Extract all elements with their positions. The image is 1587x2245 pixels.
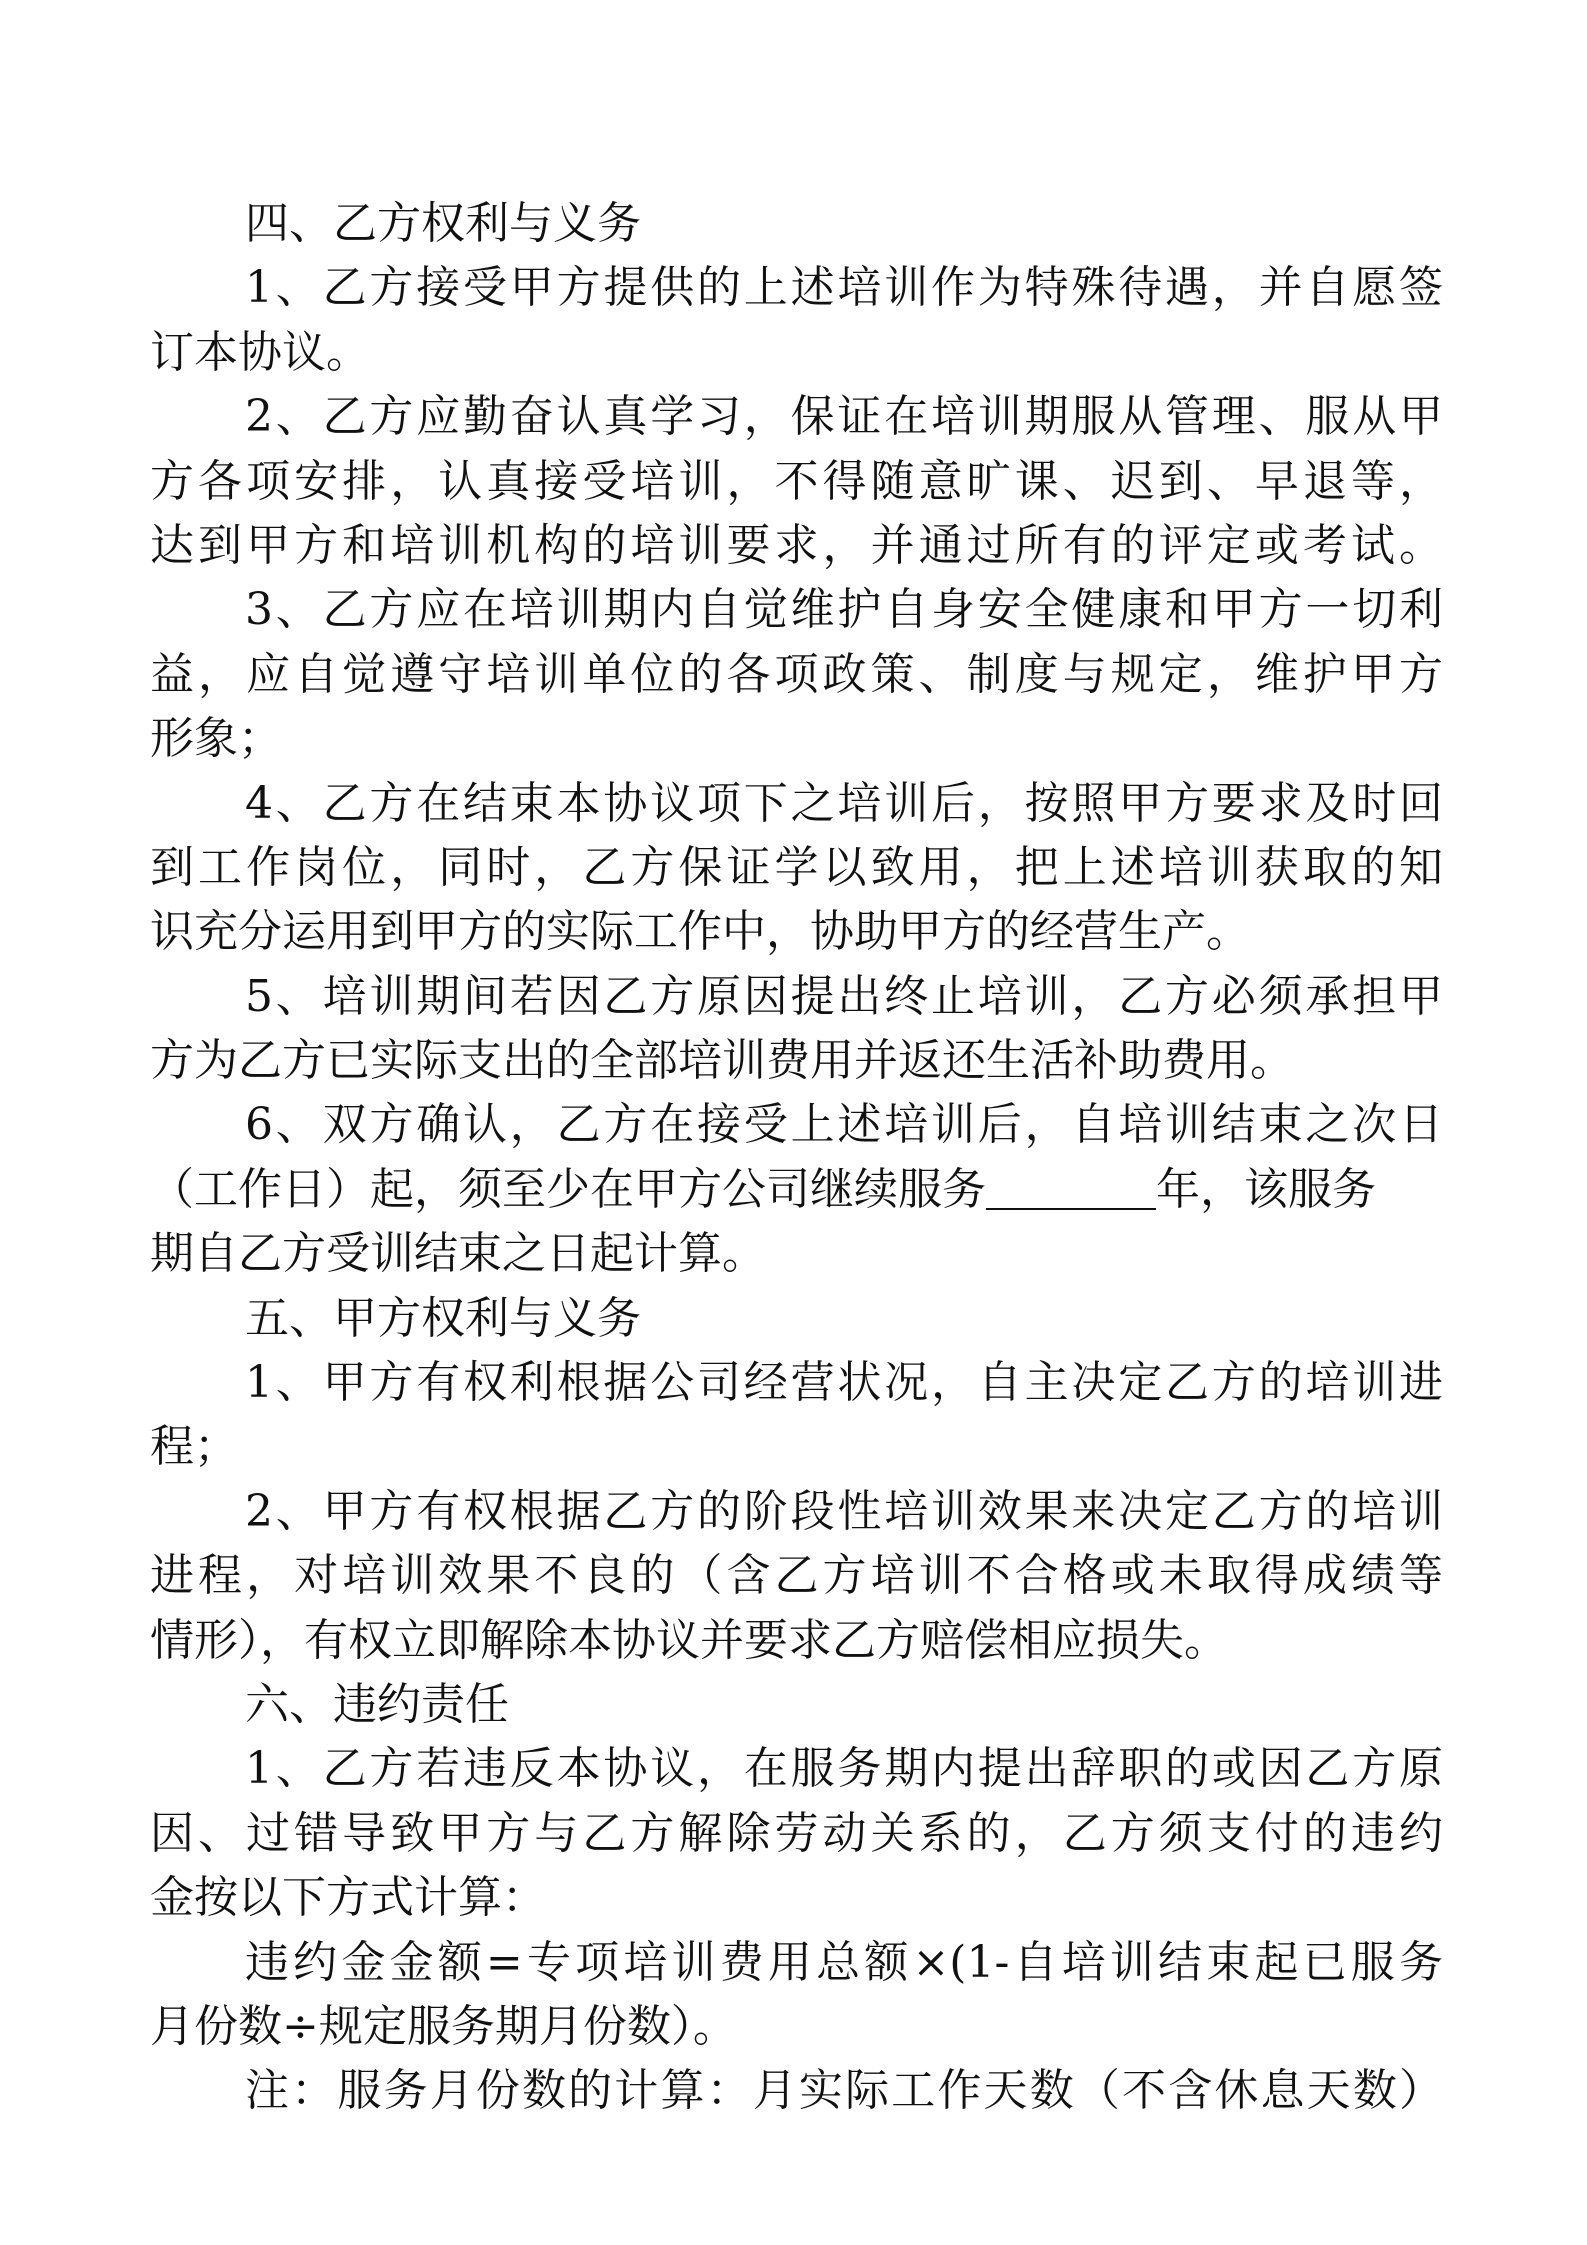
paragraph-5-1 [150, 1351, 1443, 1480]
paragraph-text: （工作日）起，须至少在甲方公司继续服务 [150, 1163, 986, 1215]
section-heading-6: 六、违约责任 [245, 1678, 509, 1730]
paragraph-line: 期自乙方受训结束之日起计算。 [150, 1228, 766, 1280]
paragraph-6-formula [150, 1931, 1443, 2060]
service-years-blank [986, 1164, 1156, 1210]
paragraph-line: 3、乙方应在培训期内自觉维护自身安全健康和甲方一切利 [245, 584, 1443, 636]
paragraph-line: 方为乙方已实际支出的全部培训费用并返还生活补助费用。 [150, 1035, 1294, 1087]
paragraph-line: 1、甲方有权利根据公司经营状况，自主决定乙方的培训进 [245, 1357, 1443, 1409]
section-heading-4: 四、乙方权利与义务 [245, 198, 641, 249]
paragraph-line: 4、乙方在结束本协议项下之培训后，按照甲方要求及时回 [245, 777, 1443, 829]
paragraph-line: 形象； [150, 713, 282, 765]
paragraph-line: 注：服务月份数的计算：月实际工作天数（不含休息天数） [245, 2065, 1443, 2117]
paragraph-line: 月份数÷规定服务期月份数）。 [150, 2000, 737, 2052]
paragraph-4-5 [150, 965, 1443, 1094]
paragraph-4-3 [150, 578, 1443, 771]
paragraph-line: 程； [150, 1421, 238, 1473]
paragraph-4-1 [150, 256, 1443, 385]
paragraph-line: 到工作岗位，同时，乙方保证学以致用，把上述培训获取的知 [150, 841, 1443, 893]
paragraph-line: 订本协议。 [150, 326, 370, 378]
paragraph-line: 6、双方确认，乙方在接受上述培训后，自培训结束之次日 [245, 1099, 1443, 1151]
paragraph-text: 年，该服务 [1156, 1163, 1376, 1215]
paragraph-line: 金按以下方式计算： [150, 1872, 546, 1924]
paragraph-line: 进程，对培训效果不良的（含乙方培训不合格或未取得成绩等 [150, 1550, 1443, 1602]
paragraph-line: 情形），有权立即解除本协议并要求乙方赔偿相应损失。 [150, 1614, 1228, 1666]
paragraph-line: 1、乙方若违反本协议，在服务期内提出辞职的或因乙方原 [245, 1743, 1443, 1795]
paragraph-line: 因、过错导致甲方与乙方解除劳动关系的，乙方须支付的违约 [150, 1807, 1443, 1859]
paragraph-4-4 [150, 772, 1443, 965]
paragraph-line: 益，应自觉遵守培训单位的各项政策、制度与规定，维护甲方 [150, 648, 1443, 700]
paragraph-line: 达到甲方和培训机构的培训要求，并通过所有的评定或考试。 [150, 519, 1443, 571]
paragraph-line: 2、乙方应勤奋认真学习，保证在培训期服从管理、服从甲 [245, 391, 1443, 443]
paragraph-5-2 [150, 1480, 1443, 1673]
paragraph-6-note [150, 2059, 1443, 2123]
paragraph-line-with-blank [150, 1158, 1443, 1222]
paragraph-line: 识充分运用到甲方的实际工作中，协助甲方的经营生产。 [150, 906, 1250, 958]
section-heading-5: 五、甲方权利与义务 [245, 1292, 641, 1344]
paragraph-line: 1、乙方接受甲方提供的上述培训作为特殊待遇，并自愿签 [245, 262, 1443, 314]
paragraph-line: 违约金金额=专项培训费用总额×(1-自培训结束起已服务 [245, 1936, 1443, 1988]
paragraph-line: 方各项安排，认真接受培训，不得随意旷课、迟到、早退等， [150, 455, 1443, 507]
document-page [150, 192, 1443, 2124]
paragraph-4-2 [150, 385, 1443, 578]
paragraph-line: 5、培训期间若因乙方原因提出终止培训，乙方必须承担甲 [245, 970, 1443, 1022]
paragraph-6-1 [150, 1737, 1443, 1930]
paragraph-line: 2、甲方有权根据乙方的阶段性培训效果来决定乙方的培训 [245, 1485, 1443, 1537]
paragraph-4-6 [150, 1093, 1443, 1286]
